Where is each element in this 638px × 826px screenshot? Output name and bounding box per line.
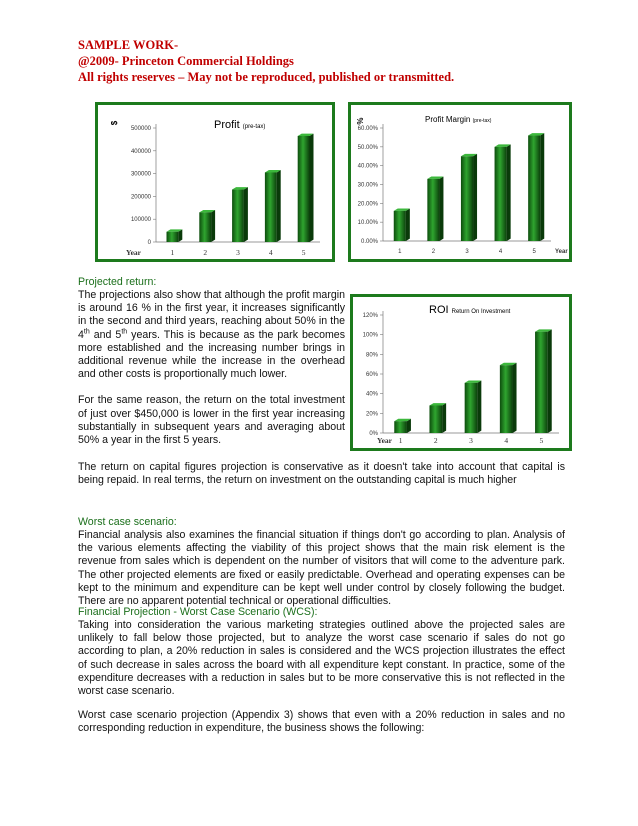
bar-side — [277, 170, 281, 242]
y-tick-label: 100000 — [130, 217, 151, 224]
header-line-1: SAMPLE WORK- — [78, 38, 179, 52]
x-axis-label: Year — [377, 436, 392, 445]
chart-title-main: Profit Margin — [425, 115, 473, 124]
y-tick-label: 60% — [365, 372, 378, 378]
worst-case-text: Financial analysis also examines the financial situation if things don't go according to plan. Analysis of the various elements affecting the viability of this project shows that the main risk element is the revenue from sales which is dependent on the number of visitors that will come to the adventure park. The other projected elements are fixed or easily predictable. Overhead and operating expenses can be kept to the minimum and expenditure can be kept well under control by closely following the budget. There are no apparent potential technical or operational difficulties. — [78, 529, 565, 608]
chart-title-main: ROI — [429, 304, 452, 316]
bar — [427, 179, 439, 241]
y-tick-label: 300000 — [130, 171, 151, 178]
chart-title — [429, 304, 511, 316]
bar-side — [477, 380, 481, 433]
x-tick-label: 4 — [268, 248, 273, 257]
projected-paragraph-2: For the same reason, the return on the total investment of just over $450,000 is lower in the first year increasing substantially in subsequent years and averaging about 50% a year in the first 5 years. — [78, 394, 345, 447]
x-tick-label: 5 — [532, 249, 536, 255]
x-tick-label: 1 — [170, 248, 175, 257]
y-tick-label: 60.00% — [357, 126, 378, 132]
bar — [528, 136, 540, 241]
y-tick-label: 30.00% — [357, 182, 378, 189]
y-tick-label: 10.00% — [357, 220, 378, 227]
appendix-text: Worst case scenario projection (Appendix 3) shows that even with a 20% reduction in sales and no corresponding reduction in expenditure, the business shows the following: — [78, 709, 565, 735]
x-tick-label: 2 — [433, 436, 438, 445]
x-tick-label: 3 — [236, 248, 240, 257]
y-tick-label: 0 — [147, 240, 151, 246]
chart-title-note: (pre-tax) — [242, 124, 266, 130]
roi-chart — [350, 294, 572, 451]
bar-side — [439, 176, 443, 241]
y-tick-label: 0% — [369, 431, 378, 437]
x-tick-label: 5 — [301, 248, 306, 257]
projected-paragraph-1: The projections also show that although the profit margin is around 16 % in the first year, it increases significantly in the second and third years, reaching about 50% in the 4th and 5th years. This is because as the park becomes more established and the increasing number brings in additional revenue while the increase in the overhead and other costs is proportionally much lower. — [78, 289, 345, 381]
bar — [495, 147, 507, 241]
chart-title — [425, 115, 492, 124]
bar-side — [507, 144, 511, 241]
bar — [535, 332, 548, 433]
x-tick-label: 1 — [398, 249, 402, 255]
x-tick-label: 1 — [398, 436, 403, 445]
y-tick-label: 80% — [365, 352, 378, 359]
y-tick-label: 200000 — [130, 194, 151, 201]
x-tick-label: 5 — [539, 436, 544, 445]
bar — [166, 232, 178, 242]
roi-chart-svg — [353, 297, 569, 448]
bar-side — [407, 419, 411, 433]
profit-chart — [95, 102, 335, 262]
x-axis-label: Year — [555, 249, 568, 255]
x-tick-label: 4 — [504, 436, 509, 445]
bar-side — [310, 134, 314, 242]
y-tick-label: 0.00% — [360, 239, 378, 245]
y-axis-label: % — [356, 117, 365, 125]
bar — [461, 156, 473, 241]
return-on-capital-text: The return on capital figures projection is conservative as it doesn't take into account that capital is being repaid. In real terms, the return on investment on the outstanding capital is much higher — [78, 461, 565, 487]
bar — [232, 190, 244, 242]
y-tick-label: 120% — [362, 313, 378, 319]
chart-title-note: (pre-tax) — [472, 118, 492, 124]
profit-margin-chart-svg — [351, 105, 569, 259]
bar — [394, 421, 407, 433]
bar-side — [548, 329, 552, 433]
y-tick-label: 500000 — [130, 126, 151, 132]
bar-side — [442, 403, 446, 433]
bar — [199, 212, 211, 242]
y-tick-label: 400000 — [130, 148, 151, 155]
x-tick-label: 2 — [203, 248, 208, 257]
header-line-2: @2009- Princeton Commercial Holdings — [78, 54, 294, 68]
bar — [429, 405, 442, 433]
bar-side — [473, 154, 477, 241]
bar — [465, 383, 478, 433]
x-axis-label: Year — [126, 248, 141, 257]
x-tick-label: 4 — [498, 249, 503, 255]
y-axis-label: $ — [110, 120, 119, 126]
bar-side — [513, 363, 517, 433]
bar — [298, 136, 310, 242]
bar — [500, 365, 513, 433]
wcs-text: Taking into consideration the various marketing strategies outlined above the projected sales are unlikely to fall below those projected, but to analyze the worst case scenario if sales do not go according to plan, a 20% reduction in sales is considered and the WCS projection illustrates the effect of such decrease in sales across the board with all expenditure kept constant. In practice, some of the expenditure decreases with a reduction in sales but to be more conservative this is not reflected in the worst case scenario. — [78, 619, 565, 698]
x-tick-label: 2 — [431, 249, 436, 255]
profit-chart-svg — [98, 105, 332, 259]
chart-title-note: Return On Investment — [451, 309, 511, 315]
chart-title-main: Profit — [214, 119, 243, 131]
profit-margin-chart — [348, 102, 572, 262]
x-tick-label: 3 — [465, 249, 469, 255]
y-tick-label: 20.00% — [357, 201, 378, 208]
chart-title — [214, 119, 265, 131]
bar-side — [244, 187, 248, 242]
projected-return-text — [78, 289, 345, 447]
worst-case-heading: Worst case scenario: — [78, 516, 177, 528]
header-line-3: All rights reserves – May not be reproduced, published or transmitted. — [78, 70, 455, 84]
x-tick-label: 3 — [469, 436, 473, 445]
y-tick-label: 50.00% — [357, 144, 378, 151]
bar — [265, 172, 277, 242]
projected-return-heading: Projected return: — [78, 276, 157, 288]
y-tick-label: 40% — [365, 391, 378, 398]
bar — [394, 211, 406, 241]
y-tick-label: 40.00% — [357, 163, 378, 170]
bar-side — [211, 210, 215, 242]
wcs-heading: Financial Projection - Worst Case Scenario (WCS): — [78, 606, 318, 618]
bar-side — [406, 208, 410, 241]
bar-side — [540, 133, 544, 241]
y-tick-label: 20% — [365, 411, 378, 418]
y-tick-label: 100% — [362, 332, 378, 339]
